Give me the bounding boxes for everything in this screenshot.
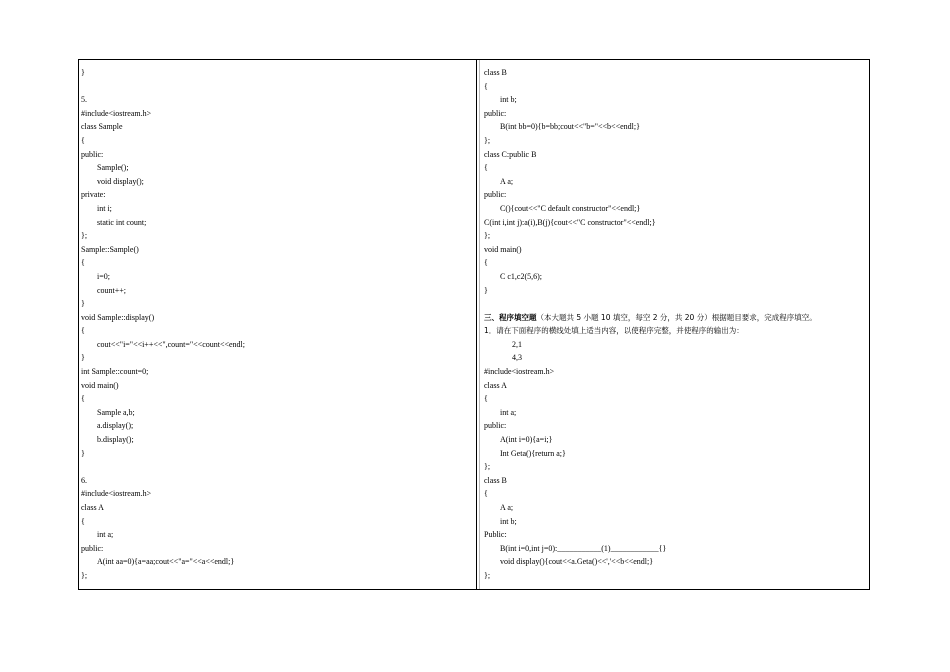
code-line: void display(); bbox=[97, 176, 144, 186]
code-line: int a; bbox=[500, 407, 517, 417]
code-line: b.display(); bbox=[97, 435, 134, 445]
code-line: C(){cout<<"C default constructor"<<endl;} bbox=[500, 203, 641, 213]
column-divider bbox=[476, 60, 477, 589]
section-heading-instructions: （本大题共 5 小题 10 填空，每空 2 分，共 20 分）根据题目要求，完成程序填空。 bbox=[536, 312, 817, 322]
code-line: { bbox=[81, 258, 85, 268]
column-divider-inner bbox=[479, 60, 480, 589]
code-line: { bbox=[81, 394, 85, 404]
code-line: #include<iostream.h> bbox=[484, 367, 555, 377]
code-line: A a; bbox=[500, 503, 514, 512]
section-heading-title: 三、程序填空题 bbox=[484, 312, 537, 322]
code-line: void main() bbox=[81, 380, 119, 390]
code-line: } bbox=[81, 353, 85, 363]
code-line: } bbox=[81, 68, 85, 77]
code-line: #include<iostream.h> bbox=[81, 489, 152, 499]
code-line: 1．请在下面程序的横线处填上适当内容，以使程序完整，并使程序的输出为： bbox=[484, 326, 744, 336]
code-line: public: bbox=[484, 190, 507, 200]
code-line: int i; bbox=[97, 203, 112, 213]
code-line: public: bbox=[484, 108, 507, 118]
code-line: class A bbox=[484, 380, 507, 390]
code-line: A(int aa=0){a=aa;cout<<"a="<<a<<endl;} bbox=[97, 557, 235, 567]
code-line: Sample(); bbox=[97, 163, 129, 173]
code-line: }; bbox=[484, 570, 491, 580]
code-line: A(int i=0){a=i;} bbox=[500, 435, 553, 445]
left-column bbox=[81, 66, 471, 583]
code-line: int Sample::count=0; bbox=[81, 367, 149, 377]
code-line: } bbox=[81, 448, 85, 458]
code-line: Sample::Sample() bbox=[81, 244, 139, 254]
code-line: A a; bbox=[500, 176, 514, 186]
code-line: class C:public B bbox=[484, 149, 537, 159]
code-line: void Sample::display() bbox=[81, 312, 155, 322]
code-line: { bbox=[81, 326, 85, 336]
code-line: 2,1 bbox=[512, 339, 522, 349]
code-line: void display(){cout<<a.Geta()<<','<<b<<endl;} bbox=[500, 557, 654, 567]
code-line: int b; bbox=[500, 95, 517, 105]
code-line: } bbox=[484, 285, 488, 295]
code-line: class Sample bbox=[81, 122, 123, 132]
code-line: class B bbox=[484, 68, 507, 77]
code-line: }; bbox=[81, 570, 88, 580]
code-line: cout<<"i="<<i++<<",count="<<count<<endl; bbox=[97, 339, 245, 349]
right-column bbox=[484, 66, 866, 583]
code-line: B(int i=0,int j=0):___________(1)____________{} bbox=[500, 543, 667, 553]
code-line: }; bbox=[484, 462, 491, 472]
code-line: #include<iostream.h> bbox=[81, 108, 152, 118]
blank-line bbox=[484, 297, 866, 311]
code-line: count++; bbox=[97, 285, 127, 295]
code-line: Public: bbox=[484, 530, 507, 540]
exam-page-frame bbox=[78, 59, 870, 590]
code-line: { bbox=[484, 81, 488, 91]
code-line: { bbox=[484, 258, 488, 268]
code-line: private: bbox=[81, 190, 106, 200]
code-line: { bbox=[484, 163, 488, 173]
code-line: static int count; bbox=[97, 217, 147, 227]
code-line: { bbox=[484, 394, 488, 404]
code-line: i=0; bbox=[97, 271, 110, 281]
code-line: { bbox=[81, 135, 85, 145]
code-line: 4,3 bbox=[512, 353, 522, 363]
code-line: { bbox=[81, 516, 85, 526]
code-line: a.display(); bbox=[97, 421, 134, 431]
blank-line bbox=[81, 80, 471, 94]
code-line: B(int bb=0){b=bb;cout<<"b="<<b<<endl;} bbox=[500, 122, 640, 132]
code-line: int b; bbox=[500, 516, 517, 526]
code-line: class B bbox=[484, 475, 507, 485]
code-line: public: bbox=[484, 421, 507, 431]
section-heading bbox=[484, 311, 866, 325]
code-line: Sample a,b; bbox=[97, 407, 135, 417]
code-line: }; bbox=[484, 231, 491, 241]
blank-line bbox=[81, 460, 471, 474]
code-line: Int Geta(){return a;} bbox=[500, 448, 566, 458]
code-line: public: bbox=[81, 543, 104, 553]
code-line: void main() bbox=[484, 244, 522, 254]
code-line: 6. bbox=[81, 475, 87, 485]
code-line: }; bbox=[484, 135, 491, 145]
code-line: C c1,c2(5,6); bbox=[500, 271, 542, 281]
code-line: class A bbox=[81, 503, 104, 512]
code-line: int a; bbox=[97, 530, 114, 540]
code-line: } bbox=[81, 299, 85, 309]
code-line: public: bbox=[81, 149, 104, 159]
code-line: C(int i,int j):a(i),B(j){cout<<"C constructor"<<endl;} bbox=[484, 217, 656, 227]
code-line: 5. bbox=[81, 95, 87, 105]
code-line: }; bbox=[81, 231, 88, 241]
code-line: { bbox=[484, 489, 488, 499]
